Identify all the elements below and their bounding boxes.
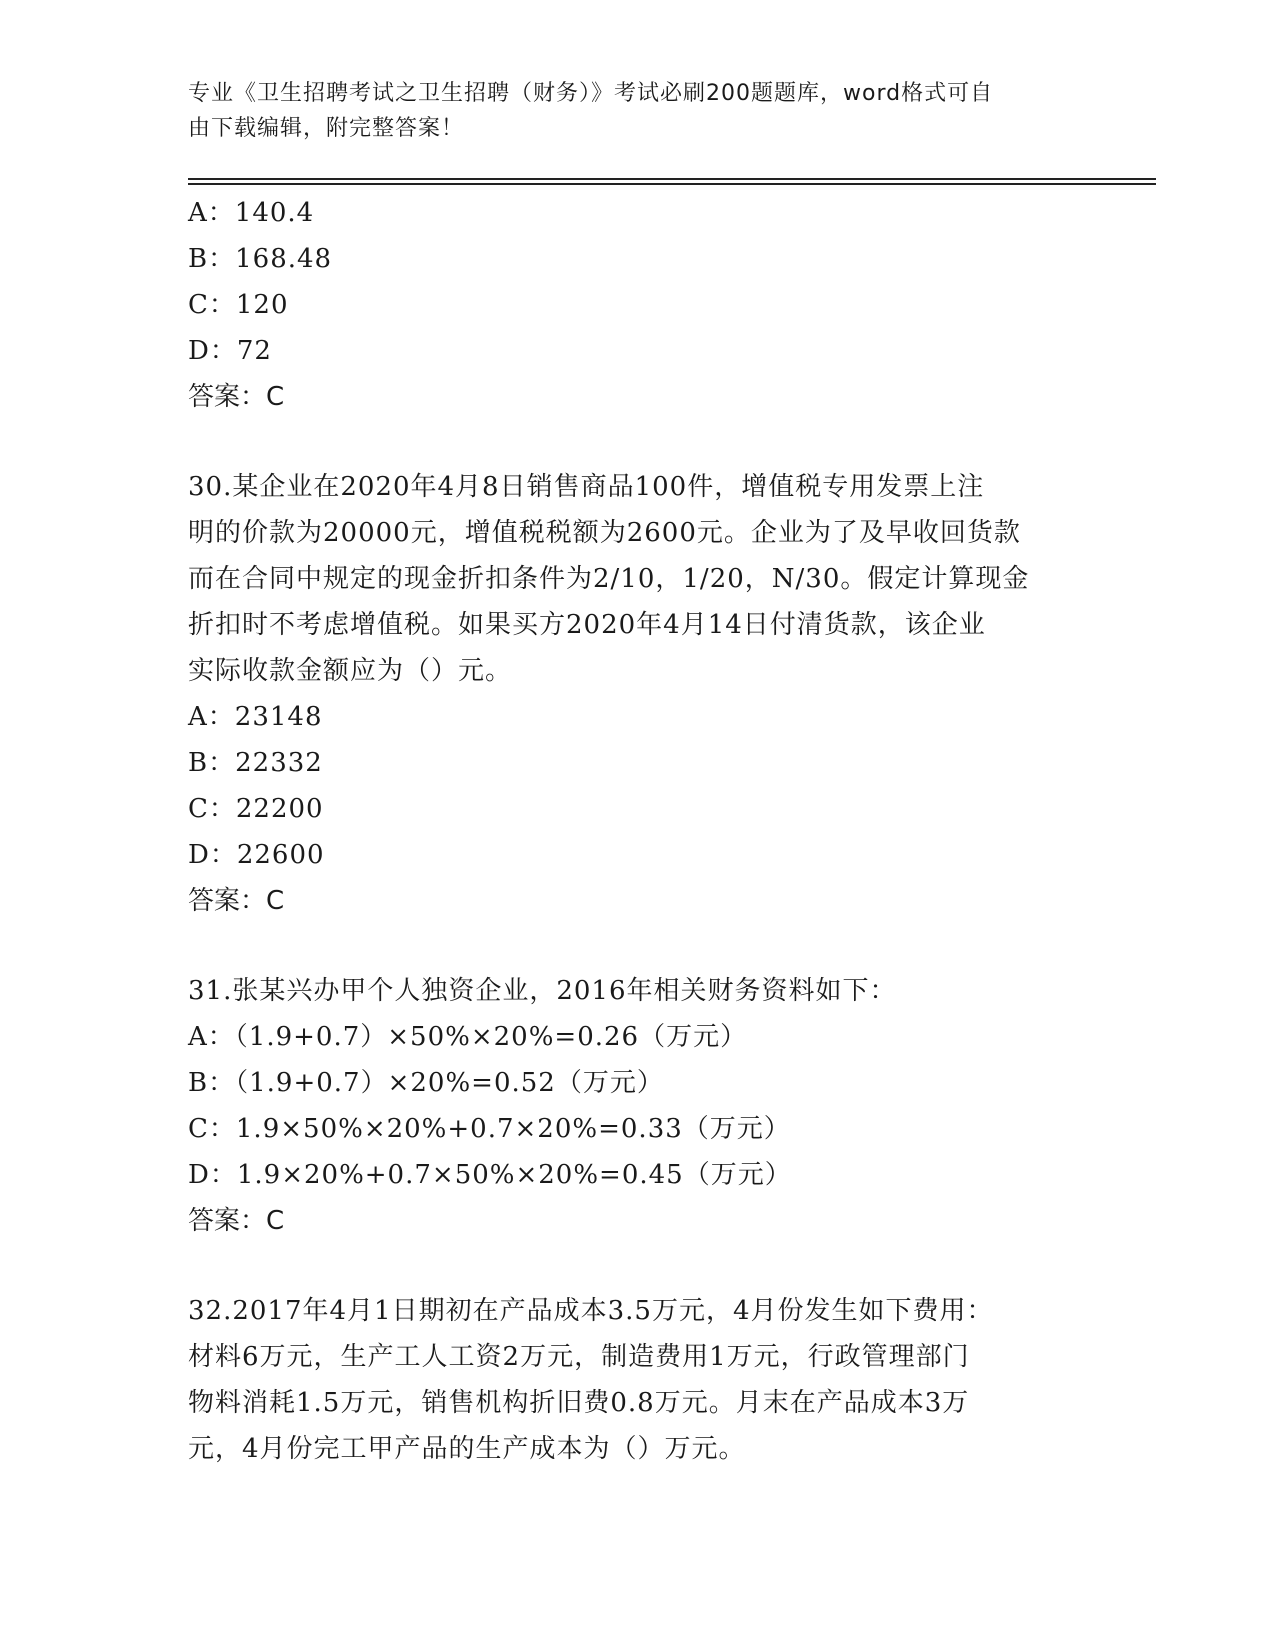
option-b: B：168.48 [188, 244, 333, 274]
header-divider-bottom [188, 183, 1156, 185]
option-a: A：23148 [188, 702, 323, 732]
question-spacer [188, 420, 1088, 464]
question-31 [188, 968, 1088, 1244]
option-c: C：22200 [188, 794, 324, 824]
answer-text: 答案：C [188, 1206, 285, 1236]
option-b: B：22332 [188, 748, 323, 778]
answer-text: 答案：C [188, 382, 285, 412]
question-text-line: 材料6万元，生产工人工资2万元，制造费用1万元，行政管理部门 [188, 1342, 970, 1372]
question-spacer [188, 924, 1088, 968]
question-spacer [188, 1244, 1088, 1288]
option-c: C：120 [188, 290, 289, 320]
document-header [188, 76, 1068, 146]
answer-text: 答案：C [188, 886, 285, 916]
question-32 [188, 1288, 1088, 1472]
header-title-line-2: 由下载编辑，附完整答案！ [188, 116, 465, 141]
question-text-line: 30.某企业在2020年4月8日销售商品100件，增值税专用发票上注 [188, 472, 985, 502]
question-text-line: 元，4月份完工甲产品的生产成本为（）万元。 [188, 1434, 746, 1464]
option-a: A：（1.9+0.7）×50%×20%=0.26（万元） [188, 1022, 748, 1052]
question-text-line: 32.2017年4月1日期初在产品成本3.5万元，4月份发生如下费用： [188, 1296, 994, 1326]
option-b: B：（1.9+0.7）×20%=0.52（万元） [188, 1068, 664, 1098]
option-c: C：1.9×50%×20%+0.7×20%=0.33（万元） [188, 1114, 791, 1144]
question-29 [188, 190, 1088, 420]
question-text-line: 31.张某兴办甲个人独资企业，2016年相关财务资料如下： [188, 976, 897, 1006]
option-d: D：1.9×20%+0.7×50%×20%=0.45（万元） [188, 1160, 792, 1190]
option-a: A：140.4 [188, 198, 315, 228]
question-text-line: 而在合同中规定的现金折扣条件为2/10，1/20，N/30。假定计算现金 [188, 564, 1030, 594]
option-d: D：22600 [188, 840, 325, 870]
question-text-line: 物料消耗1.5万元，销售机构折旧费0.8万元。月末在产品成本3万 [188, 1388, 970, 1418]
option-d: D：72 [188, 336, 272, 366]
question-30 [188, 464, 1088, 924]
question-text-line: 折扣时不考虑增值税。如果买方2020年4月14日付清货款，该企业 [188, 610, 986, 640]
question-content [188, 190, 1088, 1472]
header-title-line-1: 专业《卫生招聘考试之卫生招聘（财务）》考试必刷200题题库，word格式可自 [188, 81, 994, 106]
header-divider-top [188, 178, 1156, 180]
question-text-line: 明的价款为20000元，增值税税额为2600元。企业为了及早收回货款 [188, 518, 1021, 548]
question-text-line: 实际收款金额应为（）元。 [188, 656, 513, 686]
